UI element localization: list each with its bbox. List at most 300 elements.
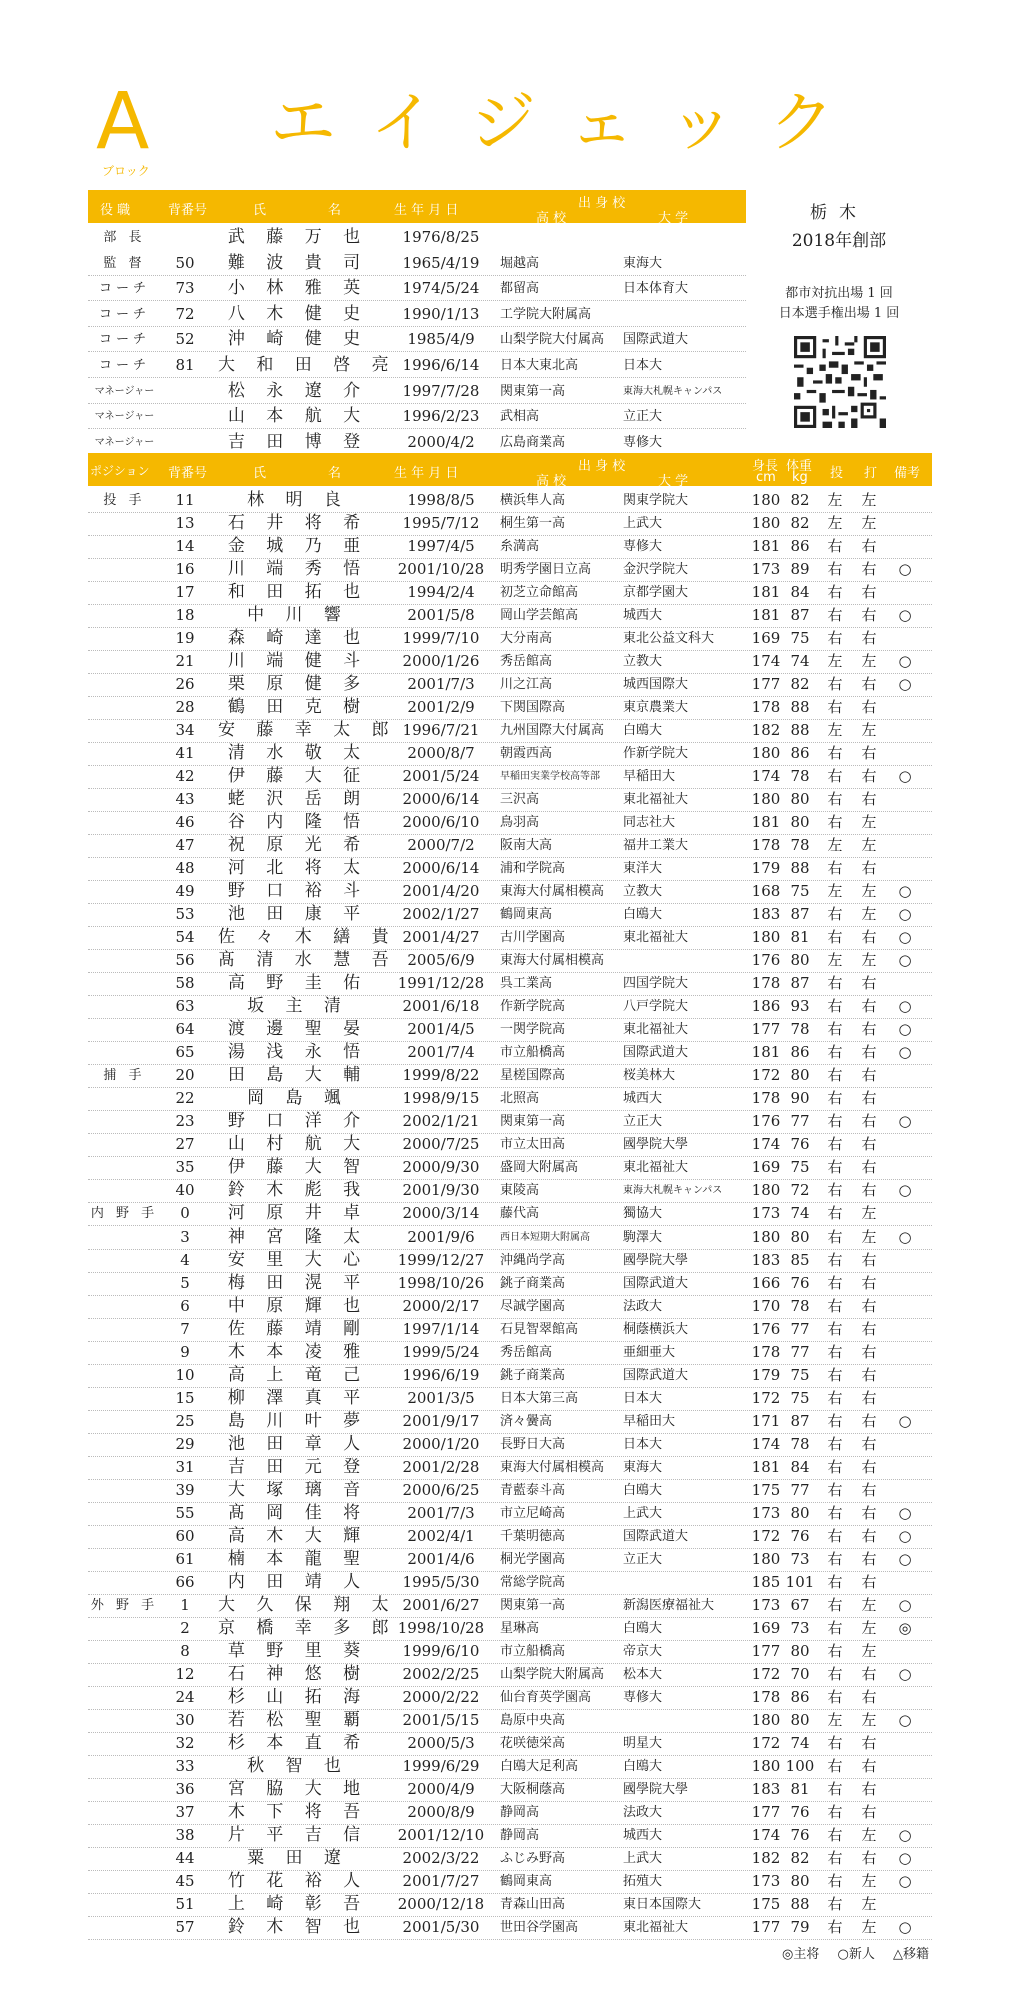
player-birthdate: 2000/8/7	[407, 744, 475, 763]
player-note: ○	[898, 1664, 912, 1683]
player-name: 杉 本 直 希	[227, 1732, 369, 1753]
player-birthdate: 1999/6/29	[402, 1756, 480, 1775]
player-university: 東北公益文科大	[623, 631, 715, 647]
player-birthdate: 2001/7/27	[402, 1871, 480, 1890]
player-university: 立正大	[623, 1114, 663, 1130]
player-row	[88, 880, 932, 904]
player-height: 177	[751, 1802, 781, 1821]
player-note: ○	[898, 1181, 912, 1200]
player-highschool: 西日本短期大附属高	[500, 1231, 590, 1243]
player-highschool: 東海大付属相模高	[500, 953, 605, 969]
player-position: 内 野 手	[90, 1206, 159, 1222]
player-weight: 90	[790, 1089, 810, 1108]
player-birthdate: 2001/7/3	[407, 1503, 475, 1522]
player-throws: 右	[827, 1434, 843, 1453]
staff-name: 武 藤 万 也	[227, 227, 369, 247]
staff-role: マネージャー	[94, 385, 155, 397]
player-weight: 75	[790, 1158, 810, 1177]
player-birthdate: 1999/12/27	[397, 1250, 485, 1269]
header-name-family: 氏	[253, 466, 267, 481]
player-bats: 左	[861, 491, 877, 509]
player-row	[88, 1617, 932, 1641]
player-row	[88, 1433, 932, 1457]
player-weight: 88	[790, 721, 810, 740]
player-university: 東日本国際大	[623, 1896, 702, 1912]
player-weight: 84	[790, 1457, 810, 1476]
player-throws: 左	[827, 491, 843, 509]
player-row	[88, 1502, 932, 1526]
player-throws: 右	[827, 1457, 843, 1476]
player-note: ○	[898, 652, 912, 671]
player-throws: 右	[827, 1733, 843, 1752]
player-row	[88, 489, 932, 513]
player-row	[88, 1202, 932, 1226]
header-school: 出 身 校	[578, 459, 626, 474]
player-birthdate: 2002/1/21	[402, 1112, 480, 1131]
player-bats: 右	[861, 1526, 877, 1545]
player-birthdate: 2001/4/6	[407, 1549, 475, 1568]
player-weight: 74	[790, 1733, 810, 1752]
player-row	[88, 535, 932, 559]
player-throws: 右	[827, 698, 843, 717]
player-bats: 右	[861, 1158, 877, 1177]
player-throws: 右	[827, 1250, 843, 1269]
player-weight: 87	[790, 905, 810, 924]
header-bats: 打	[864, 466, 878, 481]
player-height: 177	[751, 1917, 781, 1936]
player-birthdate: 2000/12/18	[397, 1894, 485, 1913]
player-row	[88, 765, 932, 789]
player-name: 島 川 叶 夢	[227, 1410, 369, 1431]
player-name: 高 野 圭 佑	[227, 973, 369, 994]
player-height: 169	[751, 1618, 781, 1637]
player-bats: 左	[861, 514, 877, 533]
player-row	[88, 1525, 932, 1549]
player-row	[88, 1709, 932, 1733]
player-height: 180	[751, 491, 781, 509]
player-row	[88, 995, 932, 1019]
player-weight: 89	[790, 560, 810, 579]
player-highschool: 明秀学園日立高	[500, 562, 592, 578]
player-name: 池 田 康 平	[227, 904, 369, 925]
player-highschool: 川之江高	[500, 677, 553, 693]
player-number: 43	[175, 790, 195, 809]
player-name: 鈴 木 彪 我	[227, 1180, 369, 1201]
player-name: 髙 岡 佳 将	[227, 1502, 369, 1523]
header-number: 背番号	[168, 466, 208, 481]
player-bats: 右	[861, 1043, 877, 1062]
qr-code-icon[interactable]	[794, 336, 886, 428]
player-bats: 右	[861, 1181, 877, 1200]
player-bats: 右	[861, 675, 877, 694]
player-bats: 右	[861, 537, 877, 556]
player-height: 178	[751, 836, 781, 855]
staff-number: 72	[175, 304, 195, 323]
player-height: 174	[751, 1434, 781, 1453]
player-note: ○	[898, 882, 912, 901]
player-table-header	[88, 453, 932, 489]
player-bats: 左	[861, 1917, 877, 1936]
player-height: 177	[751, 1641, 781, 1660]
header-weight: 体重	[786, 459, 813, 474]
player-birthdate: 1998/10/28	[397, 1618, 485, 1637]
player-name: 和 田 拓 也	[227, 582, 369, 603]
player-height: 183	[751, 1779, 781, 1798]
header-weight-unit: kg	[792, 470, 808, 485]
player-highschool: 北照高	[500, 1091, 540, 1107]
player-weight: 72	[790, 1181, 810, 1200]
player-highschool: 大分南高	[500, 631, 553, 647]
player-birthdate: 2000/2/17	[402, 1296, 480, 1315]
player-note: ○	[898, 1043, 912, 1062]
player-weight: 81	[790, 928, 810, 947]
player-number: 9	[180, 1342, 190, 1361]
player-bats: 右	[861, 1411, 877, 1430]
player-bats: 左	[861, 951, 877, 970]
player-highschool: 盛岡大附属高	[500, 1160, 579, 1176]
staff-number: 73	[175, 279, 195, 298]
player-university: 早稲田大	[623, 769, 676, 785]
player-row	[88, 1755, 932, 1779]
player-highschool: 呉工業高	[500, 976, 553, 992]
player-height: 177	[751, 1020, 781, 1039]
player-highschool: 糸満高	[500, 539, 540, 555]
player-name: 片 平 吉 信	[227, 1824, 369, 1845]
player-note: ○	[898, 1825, 912, 1844]
player-name: 渡 邊 聖 晏	[227, 1019, 369, 1040]
block-label: ブロック	[102, 164, 150, 178]
player-bats: 左	[861, 882, 877, 901]
player-height: 173	[751, 560, 781, 579]
player-university: 亜細亜大	[623, 1344, 676, 1360]
player-note: ○	[898, 997, 912, 1016]
player-bats: 左	[861, 1227, 877, 1246]
player-birthdate: 2001/12/10	[397, 1825, 485, 1844]
player-bats: 右	[861, 1756, 877, 1775]
staff-highschool: 堀越高	[500, 255, 540, 271]
player-bats: 左	[861, 905, 877, 924]
player-height: 180	[751, 1181, 781, 1200]
player-university: 立教大	[623, 654, 663, 670]
player-highschool: 東海大付属相模高	[500, 1459, 605, 1475]
player-bats: 左	[861, 1894, 877, 1913]
player-row	[88, 581, 932, 605]
header-height-unit: cm	[756, 470, 776, 485]
player-weight: 81	[790, 1779, 810, 1798]
player-row	[88, 1594, 932, 1618]
header-name-given: 名	[328, 203, 342, 218]
player-birthdate: 2000/3/14	[402, 1204, 480, 1223]
player-university: 東北福祉大	[623, 930, 689, 946]
player-university: 駒澤大	[623, 1229, 663, 1245]
player-name: 草 野 里 葵	[227, 1640, 369, 1661]
staff-name: 沖 崎 健 史	[227, 329, 369, 350]
player-number: 54	[175, 928, 195, 947]
player-row	[88, 512, 932, 536]
player-name: 大 塚 璃 音	[227, 1479, 369, 1500]
player-weight: 78	[790, 1296, 810, 1315]
player-row	[88, 650, 932, 674]
player-bats: 左	[861, 813, 877, 832]
player-university: 明星大	[623, 1735, 663, 1751]
player-name: 上 崎 彰 吾	[227, 1893, 369, 1914]
staff-highschool: 武相高	[500, 409, 540, 425]
player-height: 178	[751, 1089, 781, 1108]
player-bats: 右	[861, 1572, 877, 1591]
player-birthdate: 2000/7/25	[402, 1135, 480, 1154]
player-bats: 右	[861, 1020, 877, 1039]
player-highschool: 藤代高	[500, 1206, 540, 1222]
player-highschool: 岡山学芸館高	[500, 608, 579, 624]
player-university: 八戸学院大	[623, 999, 689, 1015]
player-number: 37	[175, 1802, 195, 1821]
player-number: 20	[175, 1066, 195, 1085]
player-weight: 78	[790, 836, 810, 855]
player-birthdate: 2001/5/24	[402, 767, 480, 786]
player-name: 神 宮 隆 太	[227, 1226, 369, 1247]
player-university: 法政大	[623, 1804, 663, 1820]
player-university: 獨協大	[623, 1206, 663, 1222]
staff-name: 吉 田 博 登	[227, 431, 369, 452]
player-number: 18	[175, 606, 195, 625]
staff-university: 立正大	[623, 409, 663, 425]
player-birthdate: 1996/6/19	[402, 1365, 480, 1384]
player-university: 京都学園大	[623, 585, 689, 601]
player-throws: 右	[827, 790, 843, 809]
player-throws: 右	[827, 1089, 843, 1108]
block-letter: A	[96, 77, 150, 167]
player-height: 175	[751, 1480, 781, 1499]
player-weight: 76	[790, 1526, 810, 1545]
player-row	[88, 1064, 932, 1088]
player-row	[88, 696, 932, 720]
staff-university: 日本体育大	[623, 281, 689, 297]
player-height: 180	[751, 1756, 781, 1775]
staff-birthdate: 1996/6/14	[402, 356, 480, 374]
player-bats: 右	[861, 1503, 877, 1522]
player-birthdate: 2000/4/9	[407, 1779, 475, 1798]
player-name: 鈴 木 智 也	[227, 1916, 369, 1937]
player-number: 39	[175, 1480, 195, 1499]
player-weight: 80	[790, 1710, 810, 1729]
player-birthdate: 2001/5/15	[402, 1710, 480, 1729]
player-name: 中 原 輝 也	[227, 1295, 369, 1316]
player-height: 181	[751, 583, 781, 602]
player-bats: 左	[861, 1641, 877, 1660]
player-note: ○	[898, 560, 912, 579]
player-university: 国際武道大	[623, 1045, 689, 1061]
player-weight: 77	[790, 1319, 810, 1338]
player-university: 東北福祉大	[623, 792, 689, 808]
player-height: 170	[751, 1296, 781, 1315]
player-university: 城西国際大	[623, 677, 689, 693]
player-bats: 右	[861, 1733, 877, 1752]
player-weight: 78	[790, 1020, 810, 1039]
player-name: 伊 藤 大 征	[227, 766, 369, 787]
player-note: ○	[898, 675, 912, 694]
player-highschool: 東海大付属相模高	[500, 884, 605, 900]
player-weight: 75	[790, 882, 810, 901]
player-name: 川 端 秀 悟	[227, 559, 369, 580]
header-role: 役 職	[100, 203, 131, 218]
staff-university: 日本大	[623, 358, 663, 373]
staff-row	[88, 252, 746, 276]
player-height: 178	[751, 698, 781, 717]
player-height: 178	[751, 1342, 781, 1361]
player-row	[88, 1548, 932, 1572]
player-note: ○	[898, 767, 912, 786]
player-throws: 右	[827, 1549, 843, 1568]
player-birthdate: 2001/5/8	[407, 606, 475, 625]
player-highschool: 尽誠学園高	[500, 1298, 566, 1314]
player-row	[88, 788, 932, 812]
player-highschool: 桐生第一高	[500, 516, 566, 532]
player-row	[88, 1801, 932, 1825]
player-row	[88, 1686, 932, 1710]
player-university: 作新学院大	[623, 746, 689, 762]
player-university: 日本大	[623, 1390, 663, 1406]
player-bats: 右	[861, 1664, 877, 1683]
player-birthdate: 1997/1/14	[402, 1319, 480, 1338]
player-highschool: 市立尼崎高	[500, 1505, 566, 1521]
player-height: 182	[751, 721, 781, 740]
player-height: 179	[751, 1365, 781, 1384]
player-throws: 右	[827, 974, 843, 993]
player-name: 田 島 大 輔	[227, 1065, 369, 1086]
player-row	[88, 1110, 932, 1134]
player-number: 41	[175, 744, 195, 763]
player-name: 楠 本 龍 聖	[227, 1548, 369, 1569]
player-highschool: 市立太田高	[500, 1137, 566, 1153]
player-number: 53	[175, 905, 195, 924]
player-throws: 左	[827, 882, 843, 901]
player-birthdate: 2000/5/3	[407, 1733, 475, 1752]
player-birthdate: 2000/6/25	[402, 1480, 480, 1499]
player-name: 内 田 靖 人	[227, 1571, 369, 1592]
player-number: 63	[175, 997, 195, 1016]
player-number: 24	[175, 1687, 195, 1706]
player-bats: 左	[861, 1595, 877, 1614]
player-university: 東海大	[623, 1459, 663, 1475]
staff-highschool: 広島商業高	[500, 434, 566, 450]
player-throws: 右	[827, 1365, 843, 1384]
player-throws: 右	[827, 1595, 843, 1614]
player-name: 山 村 航 大	[227, 1134, 369, 1155]
staff-table-header	[88, 190, 746, 226]
player-note: ○	[898, 905, 912, 924]
player-number: 2	[180, 1618, 190, 1637]
player-height: 173	[751, 1503, 781, 1522]
player-weight: 75	[790, 1365, 810, 1384]
player-name: 京 橋 幸 多 郎	[218, 1617, 397, 1638]
player-university: 新潟医療福祉大	[623, 1597, 715, 1613]
player-highschool: 白鴎大足利高	[500, 1758, 579, 1774]
player-name: 高 木 大 輝	[227, 1525, 369, 1546]
player-number: 0	[180, 1204, 190, 1223]
player-bats: 左	[861, 1618, 877, 1637]
player-throws: 右	[827, 1572, 843, 1591]
player-height: 183	[751, 1250, 781, 1269]
player-bats: 右	[861, 1802, 877, 1821]
player-university: 東北福祉大	[623, 1160, 689, 1176]
player-bats: 右	[861, 1457, 877, 1476]
staff-row	[88, 380, 746, 404]
player-bats: 右	[861, 1296, 877, 1315]
player-university: 白鴎大	[623, 1758, 663, 1774]
player-bats: 右	[861, 1342, 877, 1361]
staff-highschool: 山梨学院大付属高	[500, 332, 605, 348]
player-weight: 85	[790, 1250, 810, 1269]
player-throws: 右	[827, 767, 843, 786]
staff-name: 八 木 健 史	[227, 303, 369, 324]
player-birthdate: 2001/4/20	[402, 882, 480, 901]
player-position: 外 野 手	[90, 1597, 159, 1613]
player-name: 野 口 裕 斗	[227, 881, 369, 902]
player-birthdate: 2001/7/4	[407, 1043, 475, 1062]
player-number: 13	[175, 514, 195, 533]
player-birthdate: 2002/4/1	[407, 1526, 475, 1545]
player-bats: 右	[861, 928, 877, 947]
player-bats: 右	[861, 1687, 877, 1706]
player-highschool: 鳥羽高	[500, 815, 540, 831]
player-height: 182	[751, 1848, 781, 1867]
player-highschool: 秀岳館高	[500, 654, 553, 670]
staff-number: 81	[175, 356, 195, 374]
player-highschool: 日本大第三高	[500, 1390, 579, 1406]
player-height: 179	[751, 859, 781, 878]
player-number: 60	[175, 1526, 195, 1545]
player-weight: 100	[785, 1756, 815, 1775]
legend	[768, 1943, 929, 1962]
player-note: ○	[898, 1549, 912, 1568]
player-number: 49	[175, 882, 195, 901]
header-throws: 投	[830, 466, 844, 481]
player-university: 松本大	[623, 1666, 663, 1682]
player-birthdate: 1998/8/5	[407, 491, 475, 509]
staff-row	[88, 277, 746, 301]
staff-birthdate: 1976/8/25	[402, 228, 480, 246]
player-university: 桜美林大	[623, 1068, 676, 1084]
player-row	[88, 1410, 932, 1434]
player-birthdate: 1997/4/5	[407, 537, 475, 556]
player-weight: 87	[790, 974, 810, 993]
player-highschool: 山梨学院大附属高	[500, 1666, 605, 1682]
player-number: 14	[175, 537, 195, 556]
player-university: 白鴎大	[623, 1620, 663, 1636]
player-height: 172	[751, 1526, 781, 1545]
player-row	[88, 604, 932, 628]
player-birthdate: 2000/7/2	[407, 836, 475, 855]
player-bats: 右	[861, 583, 877, 602]
player-highschool: 仙台育英学園高	[500, 1689, 592, 1705]
player-name: 吉 田 元 登	[227, 1456, 369, 1477]
player-height: 172	[751, 1664, 781, 1683]
player-university: 上武大	[623, 1850, 663, 1866]
player-bats: 右	[861, 1365, 877, 1384]
player-bats: 左	[861, 1871, 877, 1890]
player-row	[88, 1456, 932, 1480]
player-weight: 67	[790, 1595, 810, 1614]
player-weight: 73	[790, 1618, 810, 1637]
player-number: 64	[175, 1020, 195, 1039]
player-name: 杉 山 拓 海	[227, 1686, 369, 1707]
player-row	[88, 1133, 932, 1157]
player-throws: 右	[827, 1066, 843, 1085]
player-university: 福井工業大	[623, 838, 689, 854]
player-row	[88, 1640, 932, 1664]
player-row	[88, 1179, 932, 1203]
player-name: 佐 々 木 繕 貴	[218, 927, 397, 948]
